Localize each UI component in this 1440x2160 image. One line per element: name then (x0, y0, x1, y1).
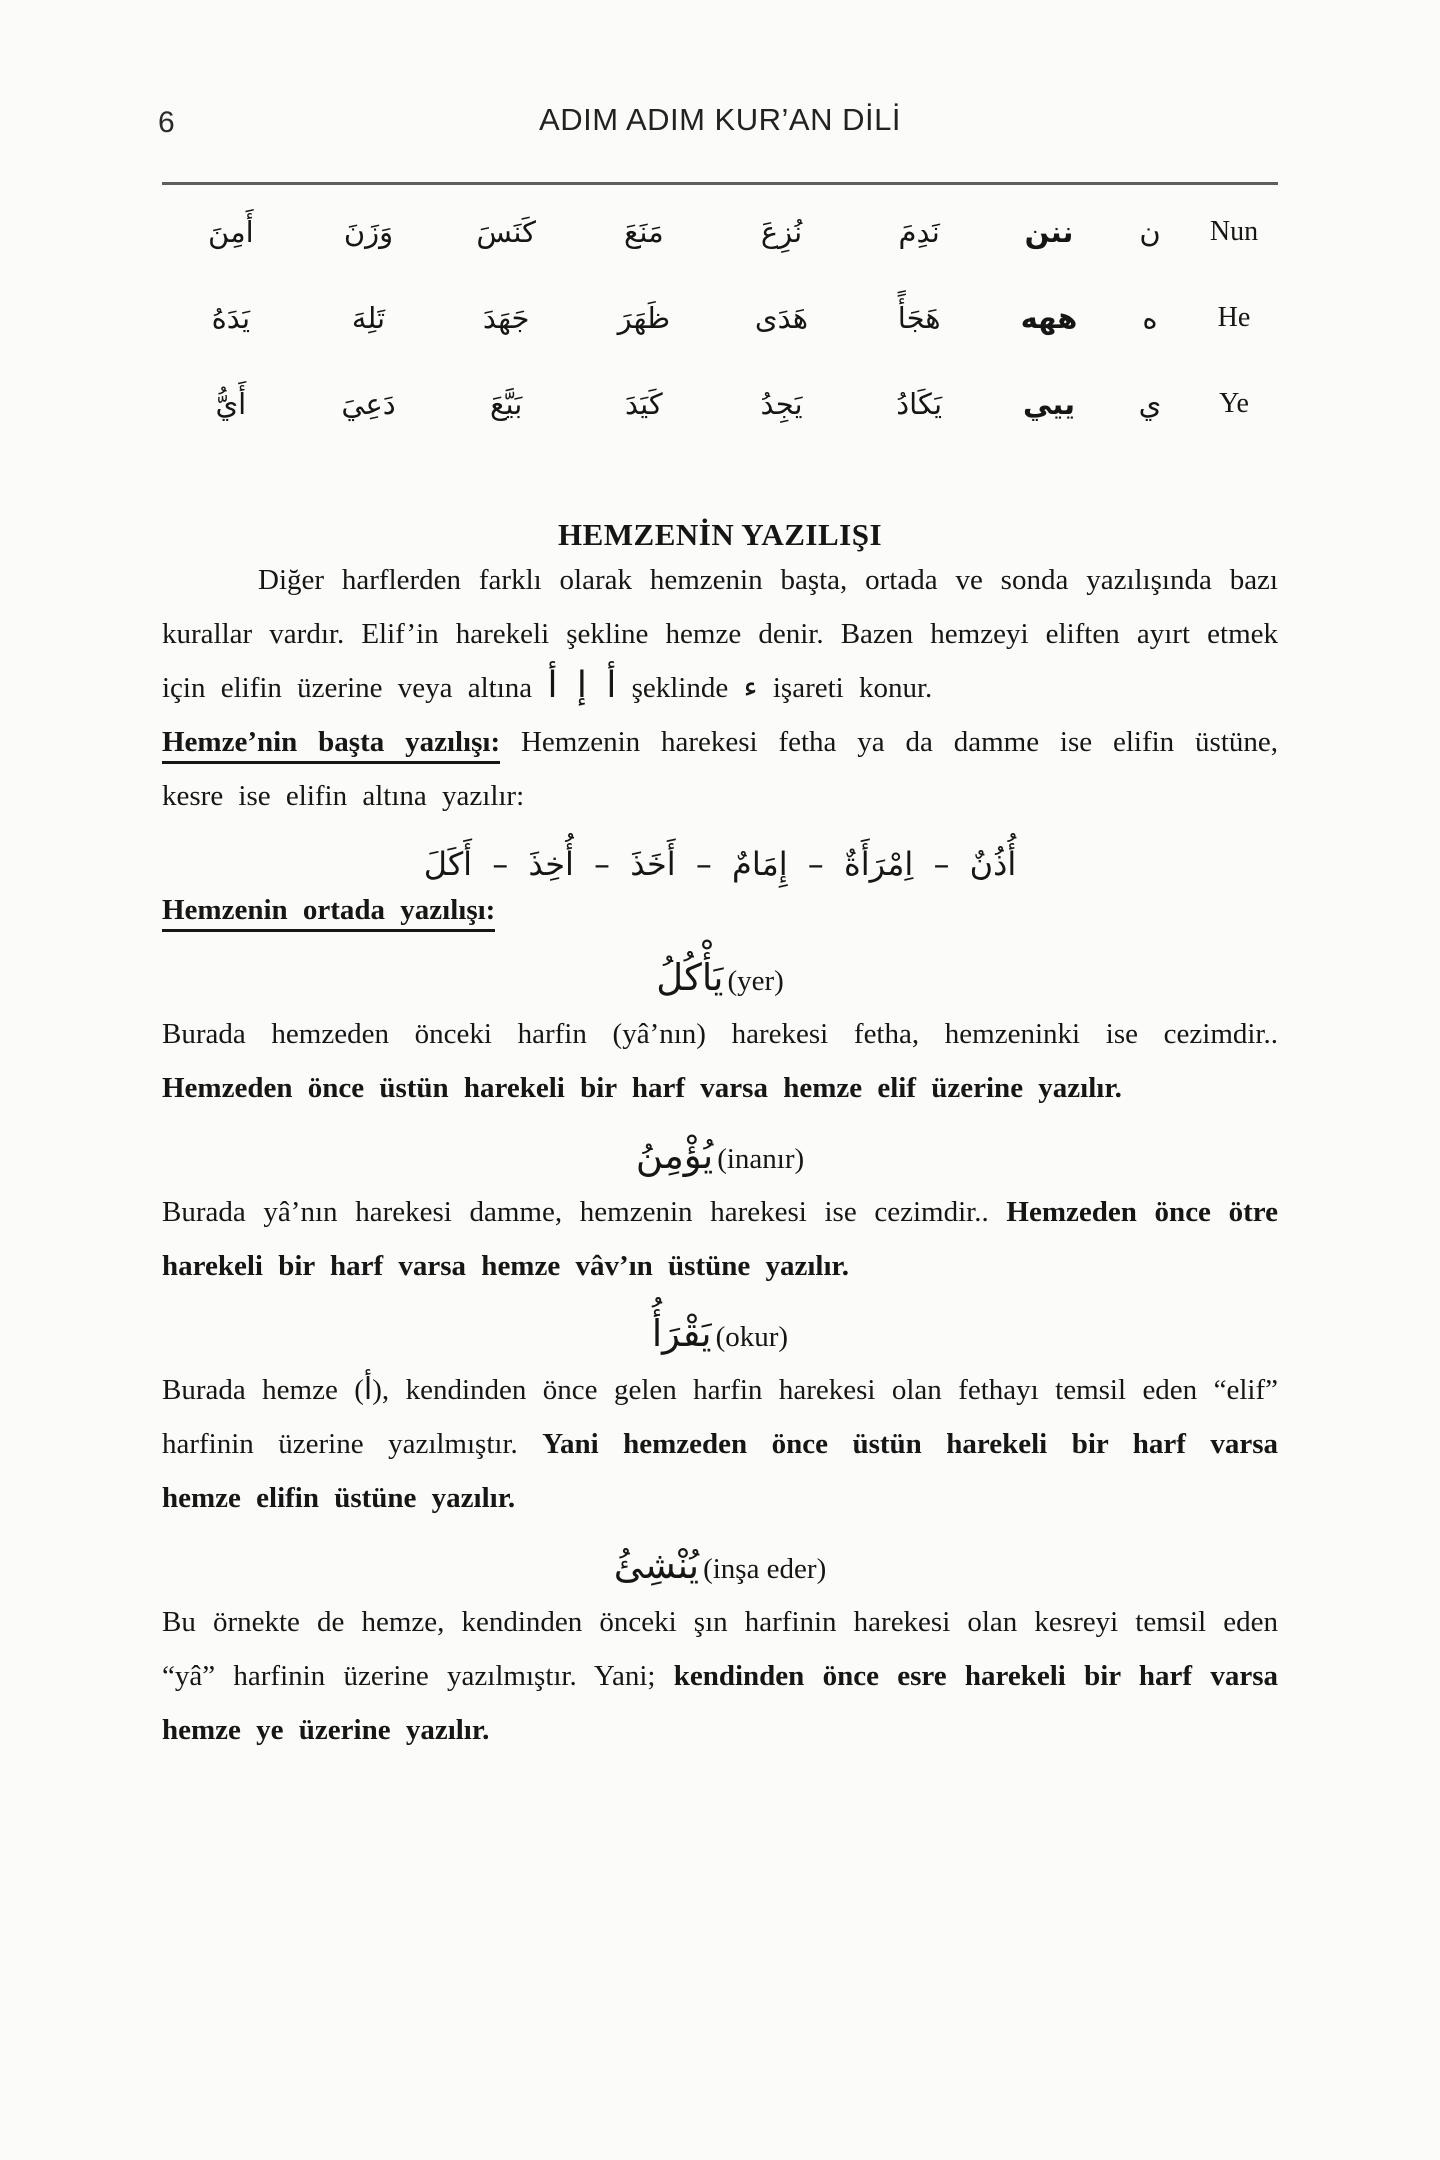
row-word: يَجِدُ (760, 387, 803, 421)
row-word: وَزَنَ (343, 215, 394, 249)
header-divider (162, 182, 1278, 185)
paragraph-1-rule: Hemzeden önce üstün harekeli bir harf varsa hemze elif üzerine yazılır. (162, 1072, 1122, 1104)
paragraph-4-normal: Bu örnekte de hemze, kendinden önceki şın harfinin harekesi olan kesreyi temsil eden “yâ” harfinin üzerine yazılmıştır. Yani; (162, 1606, 1278, 1692)
hamza-sign: ء (743, 670, 758, 705)
row-word: كَنَسَ (476, 215, 536, 249)
example-gloss: (yer) (727, 965, 784, 997)
subheading-ortada: Hemzenin ortada yazılışı: (162, 894, 495, 932)
table-row-ye (162, 361, 1278, 447)
table-row-he (162, 275, 1278, 361)
page-number: 6 (158, 106, 175, 139)
example-gloss: (inanır) (717, 1143, 805, 1175)
row-word: مَنَعَ (623, 215, 664, 249)
paragraph-1 (162, 1007, 1278, 1115)
row-word: هَجَأً (897, 301, 941, 335)
ortada-heading-line (162, 883, 1278, 937)
row-word: دَعِيَ (341, 387, 396, 421)
inline-alif-hamza: أ (363, 1372, 373, 1407)
paragraph-3-normal-1: Burada hemze ( (162, 1374, 364, 1406)
example-arabic-word: يُنْشِئُ (613, 1544, 700, 1587)
hamza-start-examples: أُذُنٌ – اِمْرَأَةٌ – إِمَامٌ – أَخَذَ – أُخِذَ – أَكَلَ (423, 845, 1017, 883)
alif-hamza-forms: أ إ أ (547, 665, 617, 706)
row-forms: ننن (1024, 215, 1074, 249)
intro-text-2: şeklinde (616, 672, 744, 704)
basta-text: Hemzenin harekesi fetha ya da damme ise elifin üstüne, kesre ise elifin altına yazılır: (162, 726, 1278, 812)
row-word: هَدَى (754, 301, 809, 335)
example-gloss: (okur) (715, 1321, 789, 1353)
row-word: يَدَهُ (211, 301, 251, 335)
example-arabic-word: يَأْكُلُ (656, 956, 724, 999)
header-title: ADIM ADIM KUR’AN DİLİ (539, 102, 901, 137)
paragraph-2 (162, 1185, 1278, 1293)
row-word: نَدِمَ (898, 215, 940, 249)
table-row-nun (162, 189, 1278, 275)
example-arabic-word: يَقْرَأُ (651, 1312, 712, 1355)
letter-drill-table (162, 189, 1278, 447)
row-letter: ي (1138, 387, 1162, 421)
row-word: ظَهَرَ (617, 301, 671, 335)
page-header (158, 102, 1278, 148)
paragraph-1-normal: Burada hemzeden önceki harfin (yâ’nın) harekesi fetha, hemzeninki ise cezimdir.. (162, 1018, 1278, 1050)
intro-paragraph (162, 553, 1278, 715)
row-forms: ههه (1020, 301, 1078, 335)
example-yunshiu (162, 1537, 1278, 1595)
example-gloss: (inşa eder) (703, 1553, 827, 1585)
example-yaqrau (162, 1305, 1278, 1363)
intro-text-3: işareti konur. (757, 672, 933, 704)
example-yuminu (162, 1127, 1278, 1185)
row-forms: ييي (1022, 387, 1076, 421)
row-word: بَيَّعَ (490, 387, 523, 421)
row-letter: ن (1139, 215, 1161, 249)
paragraph-3-rule: Yani hemzeden önce üstün harekeli bir harf varsa hemze elifin üstüne yazılır. (162, 1428, 1279, 1514)
row-latin-name: He (1217, 302, 1251, 333)
section-title: HEMZENİN YAZILIŞI (557, 517, 883, 552)
row-word: تَلِهَ (351, 301, 386, 335)
basta-paragraph (162, 715, 1278, 823)
paragraph-2-rule: Hemzeden önce ötre harekeli bir harf varsa hemze vâv’ın üstüne yazılır. (162, 1196, 1278, 1282)
paragraph-4 (162, 1595, 1278, 1757)
row-latin-name: Nun (1209, 216, 1259, 247)
row-word: أَيُّ (215, 387, 247, 421)
row-word: جَهَدَ (482, 301, 530, 335)
intro-text-1: Diğer harflerden farklı olarak hemzenin başta, ortada ve sonda yazılışında bazı kurallar vardır. Elif’in harekeli şekline hemze denir. Bazen hemzeyi eliften ayırt etmek için elifin üzerine veya altına (162, 564, 1278, 704)
paragraph-3 (162, 1363, 1278, 1525)
paragraph-4-rule: kendinden önce esre harekeli bir harf varsa hemze ye üzerine yazılır. (162, 1660, 1278, 1746)
row-word: كَيَدَ (624, 387, 663, 421)
paragraph-3-normal-2: ), kendinden önce gelen harfin harekesi olan fethayı temsil eden “elif” harfinin üzerine yazılmıştır. (162, 1374, 1278, 1460)
document-page (158, 0, 1279, 1757)
row-word: أَمِنَ (208, 215, 254, 249)
example-yakulu (162, 949, 1278, 1007)
row-latin-name: Ye (1219, 388, 1249, 419)
row-word: نُزِعَ (760, 215, 803, 249)
row-word: يَكَادُ (896, 387, 943, 421)
example-arabic-word: يُؤْمِنُ (635, 1134, 714, 1177)
subheading-basta: Hemze’nin başta yazılışı: (162, 726, 500, 764)
row-letter: ه (1142, 301, 1158, 335)
paragraph-2-normal: Burada yâ’nın harekesi damme, hemzenin harekesi ise cezimdir.. (162, 1196, 1007, 1228)
